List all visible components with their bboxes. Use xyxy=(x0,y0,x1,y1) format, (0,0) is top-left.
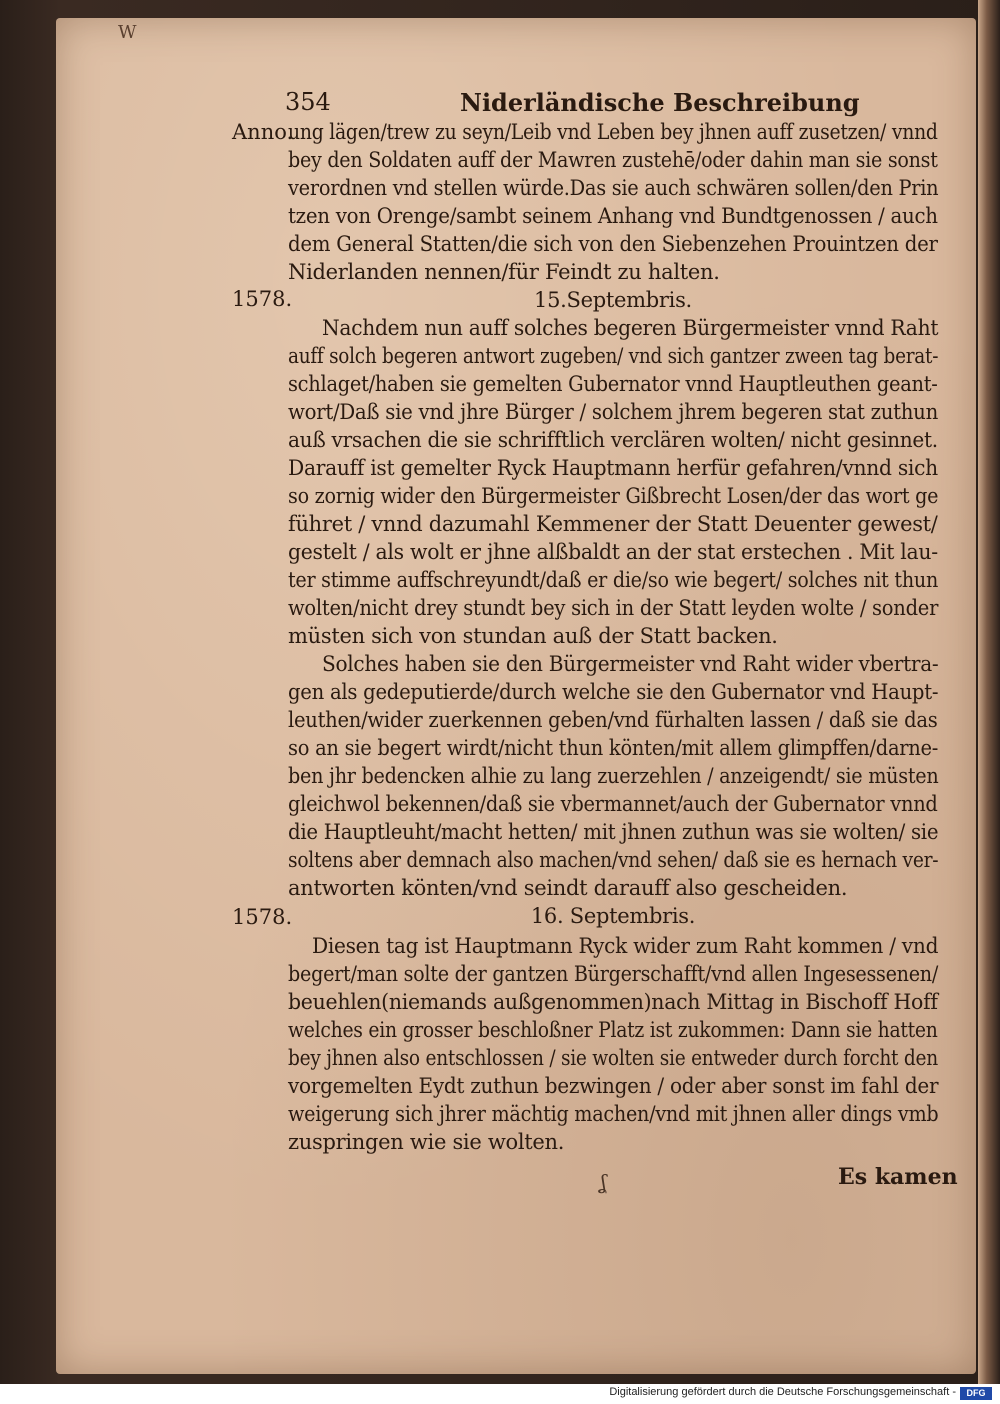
text-line: ung lägen/trew zu seyn/Leib vnd Leben bey jhnen auff zusetzen/ vnnd xyxy=(288,120,938,144)
page-number: 354 xyxy=(285,88,331,116)
section-date-heading: 16. Septembris. xyxy=(530,904,696,928)
text-line: schlaget/haben sie gemelten Gubernator vnnd Hauptleuthen geant- xyxy=(288,372,938,396)
book-spine-edge xyxy=(978,0,1000,1384)
section-date-heading: 15.Septembris. xyxy=(534,288,692,312)
text-line: begert/man solte der gantzen Bürgerschafft/vnd allen Ingesessenen/ xyxy=(288,962,939,986)
text-line: gen als gedeputierde/durch welche sie den Gubernator vnd Haupt- xyxy=(288,680,939,704)
text-line: dem General Statten/die sich von den Siebenzehen Prouintzen der xyxy=(288,232,938,256)
text-line: ter stimme auffschreyundt/daß er die/so wie begert/ solches nit thun xyxy=(288,568,939,592)
funding-credit: Digitalisierung gefördert durch die Deutsche Forschungsgemeinschaft - xyxy=(609,1386,956,1398)
text-line: Solches haben sie den Bürgermeister vnd Raht wider vbertra- xyxy=(322,652,939,676)
text-line: auff solch begeren antwort zugeben/ vnd sich gantzer zween tag berat- xyxy=(288,344,939,368)
text-line: bey den Soldaten auff der Mawren zustehē/oder dahin man sie sonst xyxy=(288,148,938,172)
text-line: Nachdem nun auff solches begeren Bürgermeister vnnd Raht xyxy=(322,316,939,340)
text-line: ben jhr bedencken alhie zu lang zuerzehlen / anzeigendt/ sie müsten xyxy=(288,764,939,788)
text-line: leuthen/wider zuerkennen geben/vnd fürhalten lassen / daß sie das xyxy=(288,708,938,732)
corner-mark: W xyxy=(118,22,137,43)
text-line: zuspringen wie sie wolten. xyxy=(288,1130,565,1154)
dfg-logo: DFG xyxy=(960,1387,992,1400)
text-line: so zornig wider den Bürgermeister Gißbrecht Losen/der das wort ge xyxy=(288,484,939,508)
text-line: tzen von Orenge/sambt seinem Anhang vnd Bundtgenossen / auch xyxy=(288,204,938,228)
text-line: soltens aber demnach also machen/vnd sehen/ daß sie es hernach ver- xyxy=(288,848,939,872)
text-line: beuehlen(niemands außgenommen)nach Mittag in Bischoff Hoff xyxy=(288,990,938,1014)
text-line: welches ein grosser beschloßner Platz ist zukommen: Dann sie hatten xyxy=(288,1018,938,1042)
stray-ink-mark: ʆ xyxy=(600,1170,607,1194)
text-line: bey jhnen also entschlossen / sie wolten sie entweder durch forcht den xyxy=(288,1046,938,1070)
text-line: verordnen vnd stellen würde.Das sie auch schwären sollen/den Prin xyxy=(288,176,939,200)
text-line: wort/Daß sie vnd jhre Bürger / solchem jhrem begeren stat zuthun xyxy=(288,400,939,424)
text-line: wolten/nicht drey stundt bey sich in der Statt leyden wolte / sonder xyxy=(288,596,939,620)
text-line: auß vrsachen die sie schrifftlich verclären wolten/ nicht gesinnet. xyxy=(288,428,938,452)
margin-note-year: 1578. xyxy=(232,905,293,929)
text-line: führet / vnnd dazumahl Kemmener der Statt Deuenter gewest/ xyxy=(288,512,938,536)
running-head-title: Niderländische Beschreibung xyxy=(460,88,860,117)
text-line: antworten könten/vnd seindt darauff also gescheiden. xyxy=(288,876,848,900)
text-line: Diesen tag ist Hauptmann Ryck wider zum Raht kommen / vnd xyxy=(312,934,939,958)
text-line: gleichwol bekennen/daß sie vbermannet/auch der Gubernator vnnd xyxy=(288,792,938,816)
text-line: müsten sich von stundan auß der Statt backen. xyxy=(288,624,778,648)
text-line: die Hauptleuht/macht hetten/ mit jhnen zuthun was sie wolten/ sie xyxy=(288,820,939,844)
text-line: vorgemelten Eydt zuthun bezwingen / oder aber sonst im fahl der xyxy=(288,1074,939,1098)
text-line: weigerung sich jhrer mächtig machen/vnd mit jhnen aller dings vmb xyxy=(288,1102,939,1126)
margin-note-anno: Anno. xyxy=(232,120,294,144)
text-line: so an sie begert wirdt/nicht thun könten/mit allem glimpffen/darne- xyxy=(288,736,939,760)
catchword: Es kamen xyxy=(838,1164,958,1190)
text-line: Darauff ist gemelter Ryck Hauptmann herfür gefahren/vnnd sich xyxy=(288,456,938,480)
footer-bar xyxy=(0,1384,1000,1404)
text-line: gestelt / als wolt er jhne alßbaldt an der stat erstechen . Mit lau- xyxy=(288,540,938,564)
text-line: Niderlanden nennen/für Feindt zu halten. xyxy=(288,260,720,284)
margin-note-year: 1578. xyxy=(232,287,293,311)
